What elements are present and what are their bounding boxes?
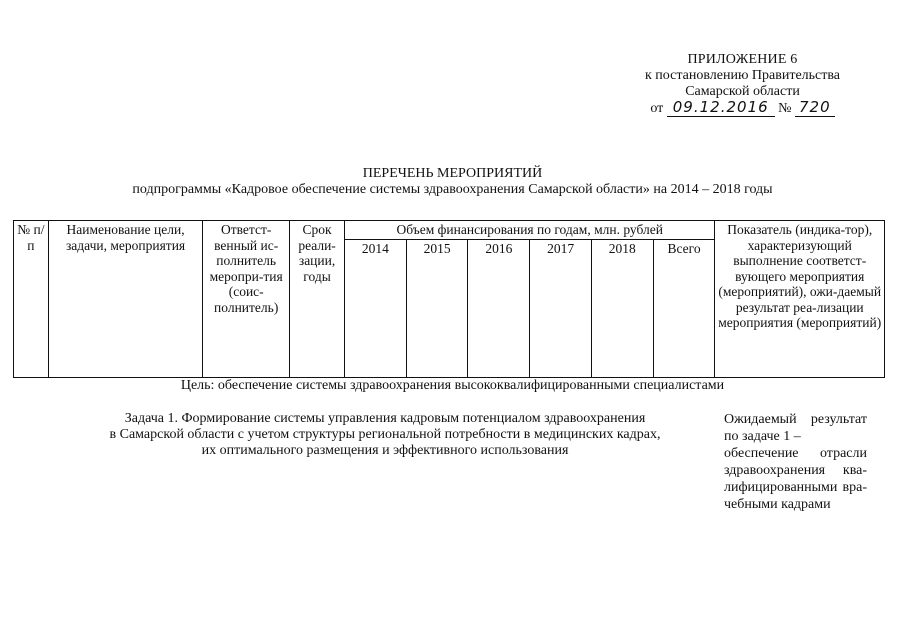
appendix-date-line (620, 100, 865, 117)
task-line: их оптимального размещения и эффективного использования (201, 443, 569, 458)
task-statement (70, 411, 700, 459)
task-line: в Самарской области с учетом структуры региональной потребности в медицинских кадрах, (109, 427, 661, 442)
header-year: 2018 (591, 239, 653, 377)
number-prefix: № (778, 101, 792, 116)
header-year: 2014 (345, 239, 407, 377)
document-title: ПЕРЕЧЕНЬ МЕРОПРИЯТИЙ (362, 166, 543, 181)
appendix-resolution-line: к постановлению Правительства (644, 68, 841, 83)
header-responsible: Ответст-венный ис-полнитель меропри-тия (соис-полнитель) (203, 221, 290, 378)
expected-word: вра- (842, 480, 867, 495)
expected-line (724, 411, 867, 428)
appendix-region-line: Самарской области (685, 84, 800, 99)
expected-line: чебными кадрами (724, 497, 831, 512)
expected-line (724, 462, 867, 479)
header-number: № п/п (14, 221, 49, 378)
document-subtitle: подпрограммы «Кадровое обеспечение системы здравоохранения Самарской области» на 2014 – 2018 годы (132, 182, 773, 197)
goal-statement: Цель: обеспечение системы здравоохранения высококвалифицированными специалистами (180, 378, 725, 393)
header-total: Всего (653, 239, 715, 377)
expected-result (724, 411, 867, 513)
date-prefix: от (650, 101, 664, 116)
expected-word: результат (810, 412, 867, 427)
expected-word: Ожидаемый (724, 412, 797, 427)
measures-table (13, 220, 885, 378)
expected-line: по задаче 1 – (724, 429, 801, 444)
header-year: 2015 (406, 239, 468, 377)
expected-word: лифицированными (724, 480, 838, 495)
expected-word: здравоохранения (724, 463, 826, 478)
handwritten-date: 09.12.2016 (667, 98, 775, 117)
expected-line (724, 445, 867, 462)
header-year: 2016 (468, 239, 530, 377)
header-indicator: Показатель (индика-тор), характеризующий выполнение соответст-вующего мероприятия (мероприятий), ожи-даемый результат реа-лизации мероприятия (мероприятий) (715, 221, 885, 378)
expected-word: обеспечение (724, 446, 799, 461)
appendix-title: ПРИЛОЖЕНИЕ 6 (687, 52, 798, 67)
expected-line (724, 479, 867, 496)
task-line: Задача 1. Формирование системы управления кадровым потенциалом здравоохранения (124, 411, 646, 426)
header-year: 2017 (530, 239, 592, 377)
header-name: Наименование цели, задачи, мероприятия (48, 221, 202, 378)
handwritten-number: 720 (795, 98, 835, 117)
header-term: Срок реали-зации, годы (290, 221, 345, 378)
appendix-header (620, 52, 865, 117)
header-funding: Объем финансирования по годам, млн. рублей (345, 221, 715, 240)
expected-word: отрасли (819, 446, 867, 461)
document-title-block (0, 166, 905, 198)
expected-word: ква- (842, 463, 867, 478)
